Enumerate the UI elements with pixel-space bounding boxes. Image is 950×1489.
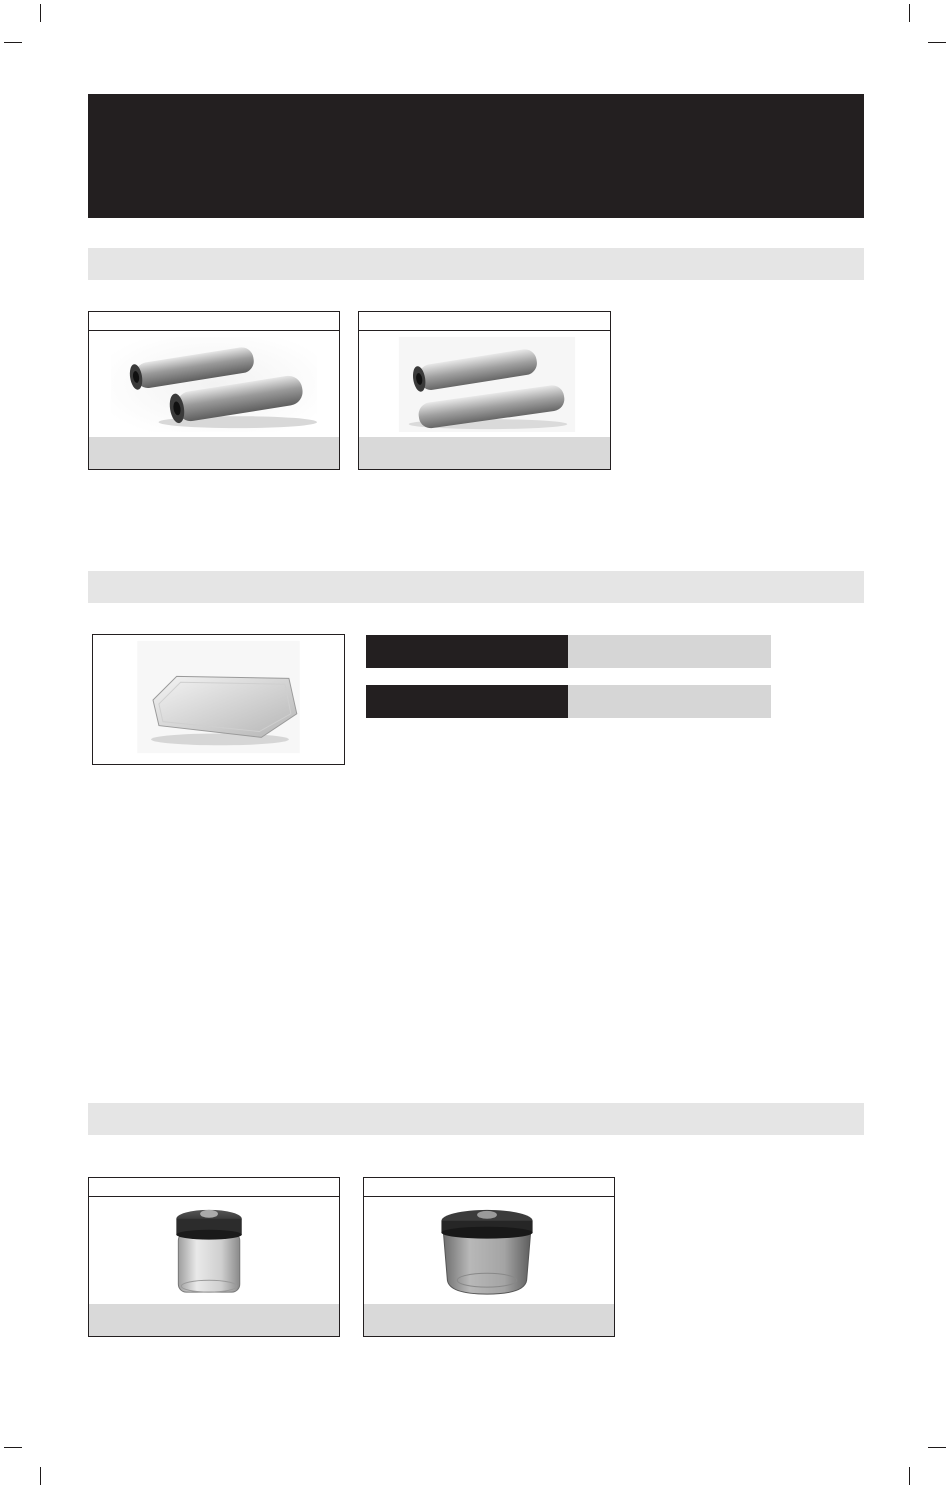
vacuum-bags-image: [93, 635, 344, 764]
vacuum-roll-image: [359, 331, 610, 437]
card-bottom-caption: [89, 1304, 339, 1336]
crop-mark: [40, 4, 41, 22]
card-top-caption: [89, 312, 339, 331]
canister-card-2: [363, 1177, 615, 1337]
section-bar-rolls: [88, 248, 864, 280]
canister-image: [364, 1197, 614, 1304]
roll-card-2: [358, 311, 611, 470]
crop-mark: [4, 42, 22, 43]
spec-value: [568, 635, 771, 668]
crop-mark: [909, 4, 910, 22]
card-bottom-caption: [364, 1304, 614, 1336]
crop-mark: [909, 1467, 910, 1485]
header-band: [88, 94, 864, 218]
bag-spec-row: [366, 685, 771, 718]
roll-card-1: [88, 311, 340, 470]
spec-key: [366, 685, 568, 718]
spec-key: [366, 635, 568, 668]
card-top-caption: [89, 1178, 339, 1197]
card-bottom-caption: [359, 437, 610, 469]
section-bar-canisters: [88, 1103, 864, 1135]
crop-mark: [928, 42, 946, 43]
vacuum-roll-image: [89, 331, 339, 437]
crop-mark: [928, 1447, 946, 1448]
bag-spec-row: [366, 635, 771, 668]
crop-mark: [4, 1447, 22, 1448]
canister-card-1: [88, 1177, 340, 1337]
card-bottom-caption: [89, 437, 339, 469]
card-top-caption: [364, 1178, 614, 1197]
canister-image: [89, 1197, 339, 1304]
crop-mark: [40, 1467, 41, 1485]
spec-value: [568, 685, 771, 718]
bags-card: [92, 634, 345, 765]
section-bar-bags: [88, 571, 864, 603]
card-top-caption: [359, 312, 610, 331]
